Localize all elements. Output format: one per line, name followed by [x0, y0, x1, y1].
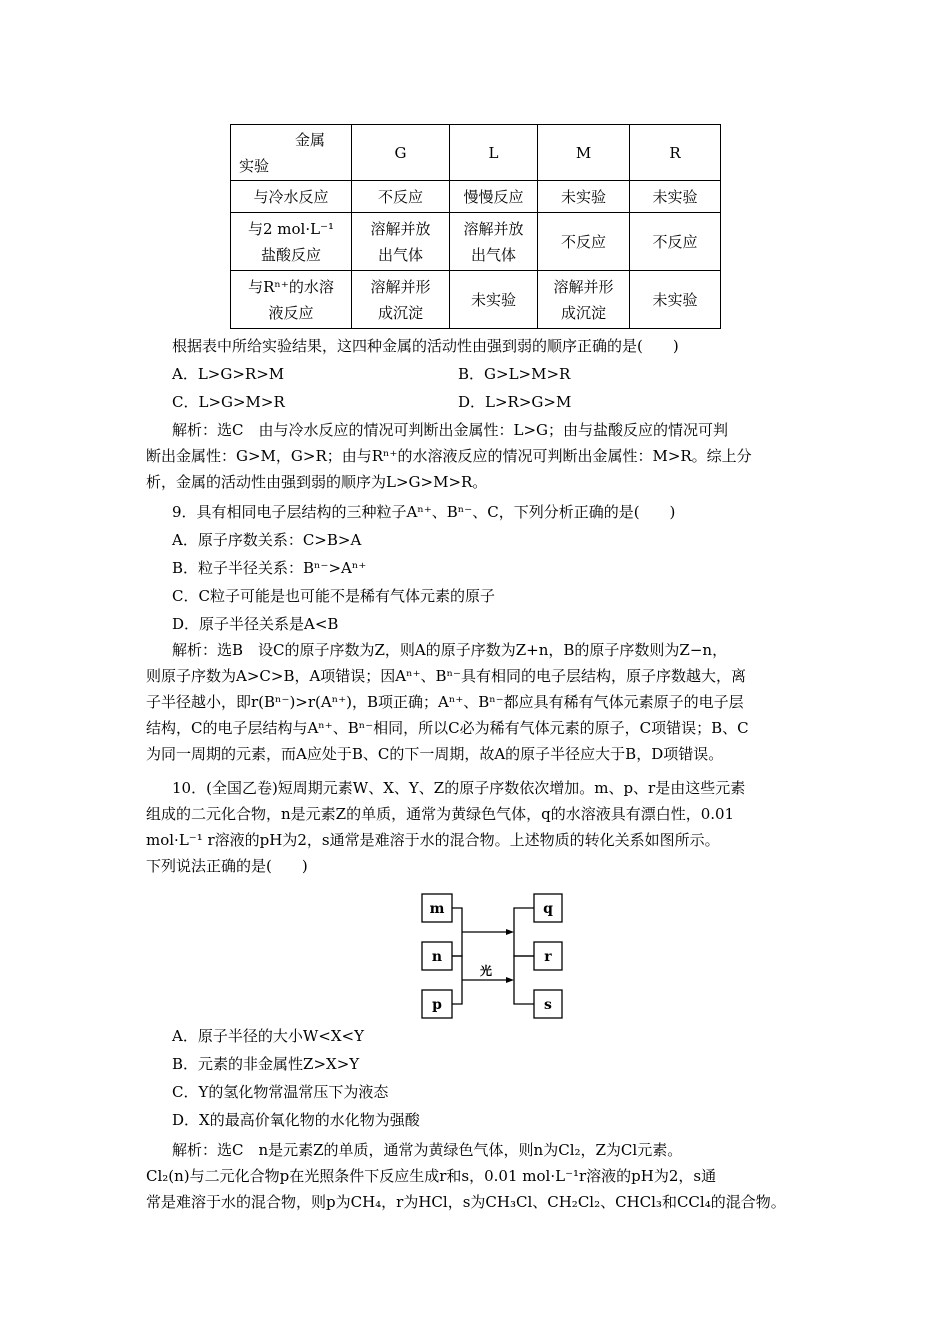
metal-header: M [538, 125, 630, 181]
metal-header: R [630, 125, 721, 181]
bracket-rs [514, 956, 534, 1004]
label-q: q [543, 901, 553, 917]
table-cell: 溶解并形 成沉淀 [538, 271, 630, 329]
conversion-diagram [416, 892, 566, 1024]
label-n: n [431, 949, 443, 965]
bracket-np [452, 956, 462, 1004]
row-label: 与2 mol·L⁻¹ 盐酸反应 [231, 213, 352, 271]
q8-analysis-line: 解析：选C 由与冷水反应的情况可判断出金属性：L>G；由与盐酸反应的情况可判 [172, 421, 728, 439]
metal-header: G [352, 125, 450, 181]
table-row [231, 213, 721, 271]
arrow-head-2 [506, 977, 514, 983]
table-cell: 溶解并形 成沉淀 [352, 271, 450, 329]
q10-option-c: C．Y的氢化物常温常压下为液态 [172, 1083, 389, 1101]
q9-option-b: B．粒子半径关系：Bⁿ⁻>Aⁿ⁺ [172, 559, 367, 577]
table-row [231, 181, 721, 213]
q10-option-a: A．原子半径的大小W<X<Y [172, 1027, 364, 1045]
corner-bottom-label: 实验 [239, 156, 270, 175]
q8-stem: 根据表中所给实验结果，这四种金属的活动性由强到弱的顺序正确的是( ) [172, 337, 679, 355]
q8-analysis-line: 析，金属的活动性由强到弱的顺序为L>G>M>R。 [146, 473, 488, 491]
label-r: r [544, 949, 552, 965]
q9-stem: 9．具有相同电子层结构的三种粒子Aⁿ⁺、Bⁿ⁻、C，下列分析正确的是( ) [172, 503, 676, 521]
metal-experiment-table [230, 124, 721, 329]
q9-analysis-line: 则原子序数为A>C>B，A项错误；因Aⁿ⁺、Bⁿ⁻具有相同的电子层结构，原子序数越大，离 [146, 667, 746, 685]
q10-stem-line: 下列说法正确的是( ) [146, 857, 308, 875]
q10-analysis-line: Cl₂(n)与二元化合物p在光照条件下反应生成r和s，0.01 mol·L⁻¹r溶液的pH为2，s通 [146, 1167, 717, 1185]
row-label: 与Rⁿ⁺的水溶 液反应 [231, 271, 352, 329]
q8-option-b: B．G>L>M>R [458, 365, 571, 383]
label-m: m [429, 901, 445, 917]
table-cell: 不反应 [538, 213, 630, 271]
arrow-head-1 [506, 929, 514, 935]
row-label: 与冷水反应 [231, 181, 352, 213]
table-cell: 不反应 [352, 181, 450, 213]
label-p: p [432, 997, 442, 1013]
q10-analysis-line: 解析：选C n是元素Z的单质，通常为黄绿色气体，则n为Cl₂，Z为Cl元素。 [172, 1141, 683, 1159]
label-light-condition: 光 [479, 964, 493, 978]
q8-option-c: C．L>G>M>R [172, 393, 285, 411]
q8-option-a: A．L>G>R>M [172, 365, 285, 383]
q10-stem-line: 组成的二元化合物，n是元素Z的单质，通常为黄绿色气体，q的水溶液具有漂白性，0.01 [146, 805, 735, 823]
bracket-mn [452, 908, 462, 956]
bracket-qr [514, 908, 534, 956]
q9-option-a: A．原子序数关系：C>B>A [172, 531, 362, 549]
q10-stem-line: mol·L⁻¹ r溶液的pH为2，s通常是难溶于水的混合物。上述物质的转化关系如图所示。 [146, 831, 720, 849]
q8-analysis-line: 断出金属性：G>M，G>R；由与Rⁿ⁺的水溶液反应的情况可判断出金属性：M>R。综上分 [146, 447, 752, 465]
table-cell: 未实验 [630, 271, 721, 329]
table-cell: 慢慢反应 [450, 181, 538, 213]
table-cell: 未实验 [538, 181, 630, 213]
q10-stem-line: 10．(全国乙卷)短周期元素W、X、Y、Z的原子序数依次增加。m、p、r是由这些元素 [172, 779, 746, 797]
q10-analysis-line: 常是难溶于水的混合物，则p为CH₄，r为HCl，s为CH₃Cl、CH₂Cl₂、CHCl₃和CCl₄的混合物。 [146, 1193, 786, 1211]
corner-top-label: 金属 [294, 130, 325, 149]
q9-analysis-line: 结构，C的电子层结构与Aⁿ⁺、Bⁿ⁻相同，所以C必为稀有气体元素的原子，C项错误；B、C [146, 719, 749, 737]
table-cell: 溶解并放 出气体 [352, 213, 450, 271]
q8-option-d: D．L>R>G>M [458, 393, 572, 411]
q9-analysis-line: 解析：选B 设C的原子序数为Z，则A的原子序数为Z+n，B的原子序数则为Z−n， [172, 641, 728, 659]
table-cell: 未实验 [450, 271, 538, 329]
q9-analysis-line: 子半径越小，即r(Bⁿ⁻)>r(Aⁿ⁺)，B项正确；Aⁿ⁺、Bⁿ⁻都应具有稀有气体元素原子的电子层 [146, 693, 744, 711]
q9-analysis-line: 为同一周期的元素，而A应处于B、C的下一周期，故A的原子半径应大于B，D项错误。 [146, 745, 724, 763]
q9-option-d: D．原子半径关系是A<B [172, 615, 339, 633]
label-s: s [544, 997, 552, 1013]
table-cell: 不反应 [630, 213, 721, 271]
table-cell: 溶解并放 出气体 [450, 213, 538, 271]
q10-option-b: B．元素的非金属性Z>X>Y [172, 1055, 360, 1073]
table-row [231, 271, 721, 329]
table-cell: 未实验 [630, 181, 721, 213]
metal-header: L [450, 125, 538, 181]
q10-option-d: D．X的最高价氧化物的水化物为强酸 [172, 1111, 420, 1129]
table-corner-header [231, 125, 352, 181]
q9-option-c: C．C粒子可能是也可能不是稀有气体元素的原子 [172, 587, 495, 605]
